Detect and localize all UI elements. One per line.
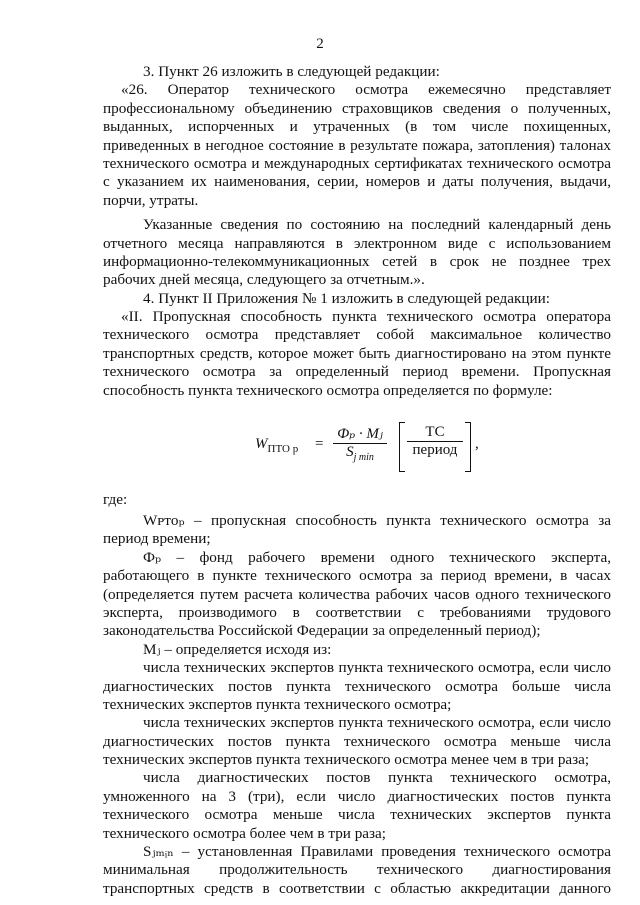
definitions: [103, 512, 611, 898]
formula-equals: =: [315, 436, 324, 452]
where-label: где:: [103, 491, 128, 508]
definition-line: умноженного на 3 (три), если число диагностических постов пункта: [103, 787, 611, 805]
paragraph-line: выданных, испорченных и утраченных (в том числе похищенных,: [103, 118, 611, 136]
formula-denominator: $S_{j min}$: [346, 444, 374, 463]
definition-line: работающего в пункте технического осмотра за период времени, в часах: [103, 567, 611, 585]
definition-line: технического осмотра более чем в три раза;: [103, 824, 387, 842]
definition-line: эксперта, производимого в соответствии с требованиями трудового: [103, 603, 611, 621]
paragraph-line: технического осмотра представляет собой максимальное количество: [103, 326, 611, 344]
definition-line: числа технических экспертов пункта технического осмотра, если число: [143, 714, 611, 732]
paragraph-line: транспортных средств, которое может быть диагностировано на этом пункте: [103, 344, 611, 362]
right-bracket: [465, 422, 471, 472]
definition-line: Wᴘᴛᴏₚ – пропускная способность пункта технического осмотра за: [143, 512, 611, 529]
paragraph-line: отчетного месяца направляются в электронном виде с использованием: [103, 234, 611, 252]
formula-comma: ,: [475, 436, 479, 452]
definition-line: Mⱼ – определяется исходя из:: [143, 640, 332, 658]
definition-line: диагностических постов пункта технического осмотра больше числа: [103, 677, 611, 695]
section-text: [103, 63, 611, 400]
unit-denominator: период: [412, 442, 458, 458]
definition-line: (определяется путем расчета количества рабочих часов одного технического: [103, 585, 611, 603]
definition-line: технических экспертов пункта технического осмотра;: [103, 695, 452, 713]
definition-line: технического осмотра меньше числа технических экспертов пункта: [103, 806, 611, 824]
paragraph-line: приведенных в негодное состояние в результате пожара, затопления) талонах: [103, 136, 611, 154]
paragraph-line: рабочих дней месяца, следующего за отчетным.».: [103, 271, 425, 289]
unit-numerator: ТС: [407, 424, 463, 442]
definition-line: минимальная продолжительность технического диагностирования: [103, 861, 611, 879]
definition-line: Sⱼₘᵢₙ – установленная Правилами проведения технического осмотра: [143, 843, 611, 861]
definition-line: период времени;: [103, 530, 211, 548]
definition-line: числа диагностических постов пункта технического осмотра,: [143, 769, 611, 787]
definition-line: Фₚ – фонд рабочего времени одного технического эксперта,: [143, 548, 611, 566]
formula-numerator: Фₚ · Mⱼ: [333, 424, 387, 444]
paragraph-line: 3. Пункт 26 изложить в следующей редакции:: [143, 63, 440, 80]
paragraph-line: способность пункта технического осмотра определяется по формуле:: [103, 381, 553, 399]
definition-line: числа технических экспертов пункта технического осмотра, если число: [143, 659, 611, 677]
paragraph-line: 4. Пункт II Приложения № 1 изложить в следующей редакции:: [143, 289, 550, 307]
paragraph-line: Указанные сведения по состоянию на последний календарный день: [143, 216, 611, 234]
paragraph-line: профессиональному объединению страховщиков сведения о полученных,: [103, 99, 611, 117]
paragraph-line: порчи, утраты.: [103, 191, 199, 209]
formula-lhs: $W_{ПТО р}$: [255, 436, 299, 455]
paragraph-line: с указанием их наименования, серии, номеров и даты получения, выдачи,: [103, 173, 611, 191]
definition-line: транспортных средств в соответствии с областью аккредитации данного: [103, 879, 611, 897]
unit-fraction: [407, 424, 463, 459]
paragraph-line: «II. Пропускная способность пункта технического осмотра оператора: [121, 308, 611, 326]
formula-fraction: [333, 424, 387, 463]
throughput-formula: [255, 422, 495, 474]
left-bracket: [399, 422, 405, 472]
definition-line: технических экспертов пункта технического осмотра менее чем в три раза;: [103, 751, 590, 769]
paragraph-line: информационно-телекоммуникационных сетей в срок не позднее трех: [103, 252, 611, 270]
definition-line: законодательства Российской Федерации за определенный период);: [103, 622, 541, 640]
page-number: 2: [316, 36, 324, 52]
paragraph-line: технического осмотра за определенный период времени. Пропускная: [103, 363, 611, 381]
paragraph-line: технического осмотра и международных сертификатах технического осмотра: [103, 154, 611, 172]
definition-line: диагностических постов пункта технического осмотра меньше числа: [103, 732, 611, 750]
paragraph-line: «26. Оператор технического осмотра ежемесячно представляет: [121, 81, 611, 99]
